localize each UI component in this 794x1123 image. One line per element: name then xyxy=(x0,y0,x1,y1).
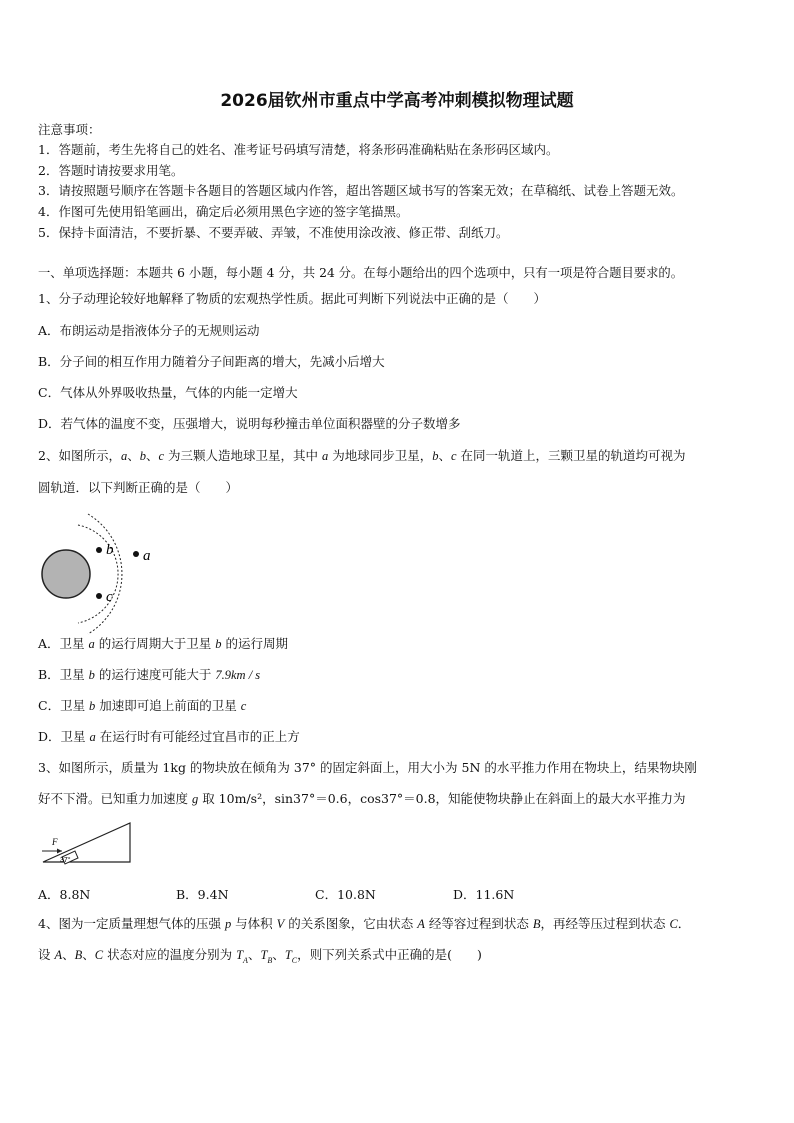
force-label: F xyxy=(52,837,58,847)
page-title: 2026届钦州市重点中学高考冲刺模拟物理试题 xyxy=(220,91,574,111)
satellite-b-dot xyxy=(96,547,102,553)
q1-stem: 1、分子动理论较好地解释了物质的宏观热学性质。据此可判断下列说法中正确的是（ ） xyxy=(38,291,546,306)
incline-figure xyxy=(38,820,138,868)
q3-option-c: C．10.8N xyxy=(315,887,376,902)
notice-item: 4．作图可先使用铅笔画出，确定后必须用黑色字迹的签字笔描黑。 xyxy=(38,204,409,219)
q1-option-b: B．分子间的相互作用力随着分子间距离的增大，先减小后增大 xyxy=(38,354,385,369)
q2-stem-line1: 2、如图所示，a、b、c 为三颗人造地球卫星，其中 a 为地球同步卫星，b、c 在同一轨道上，三颗卫星的轨道均可视为 xyxy=(38,448,686,463)
q2-option-c: C．卫星 b 加速即可追上前面的卫星 c xyxy=(38,698,247,713)
section-heading: 一、单项选择题：本题共 6 小题，每小题 4 分，共 24 分。在每小题给出的四个选项中，只有一项是符合题目要求的。 xyxy=(38,266,683,280)
notice-item: 3．请按照题号顺序在答题卡各题目的答题区域内作答，超出答题区域书写的答案无效；在草稿纸、试卷上答题无效。 xyxy=(38,183,684,198)
satellite-a-dot xyxy=(133,551,139,557)
q1-option-c: C．气体从外界吸收热量，气体的内能一定增大 xyxy=(38,385,298,400)
q1-option-a: A．布朗运动是指液体分子的无规则运动 xyxy=(38,323,260,338)
notice-heading: 注意事项： xyxy=(38,122,101,137)
label-a: a xyxy=(143,548,151,564)
q3-stem-line2: 好不下滑。已知重力加速度 g 取 10m/s²，sin37°＝0.6，cos37°＝0.8，知能使物块静止在斜面上的最大水平推力为 xyxy=(38,791,686,806)
label-c: c xyxy=(106,589,113,605)
earth-circle xyxy=(42,550,90,598)
q4-stem-line2: 设 A、B、C 状态对应的温度分别为 $T_A$、$T_B$、$T_C$，则下列关系式中正确的是( ) xyxy=(38,947,482,965)
q3-option-b: B．9.4N xyxy=(176,887,229,902)
satellite-orbit-figure xyxy=(36,510,166,622)
q3-option-a: A．8.8N xyxy=(38,887,91,902)
label-b: b xyxy=(106,542,114,558)
q3-stem-line1: 3、如图所示，质量为 1kg 的物块放在倾角为 37° 的固定斜面上，用大小为 5N 的水平推力作用在物块上，结果物块刚 xyxy=(38,760,697,775)
q2-option-a: A．卫星 a 的运行周期大于卫星 b 的运行周期 xyxy=(38,636,288,651)
satellite-c-dot xyxy=(96,593,102,599)
q4-stem-line1: 4、图为一定质量理想气体的压强 p 与体积 V 的关系图象，它由状态 A 经等容过程到状态 B，再经等压过程到状态 C． xyxy=(38,916,691,931)
q2-option-d: D．卫星 a 在运行时有可能经过宜昌市的正上方 xyxy=(38,729,300,744)
notice-item: 1．答题前，考生先将自己的姓名、准考证号码填写清楚，将条形码准确粘贴在条形码区域内。 xyxy=(38,142,559,157)
q2-option-b: B．卫星 b 的运行速度可能大于 7.9km / s xyxy=(38,667,261,682)
q3-option-d: D．11.6N xyxy=(453,887,515,902)
q2-stem-line2: 圆轨道．以下判断正确的是（ ） xyxy=(38,480,239,495)
outer-orbit-path xyxy=(88,514,122,634)
q1-option-d: D．若气体的温度不变，压强增大，说明每秒撞击单位面积器壁的分子数增多 xyxy=(38,416,461,431)
angle-label: 37° xyxy=(60,857,71,864)
force-arrow-head xyxy=(57,849,62,854)
notice-item: 5．保持卡面清洁，不要折暴、不要弄破、弄皱，不准使用涂改液、修正带、刮纸刀。 xyxy=(38,225,509,240)
notice-item: 2．答题时请按要求用笔。 xyxy=(38,163,184,178)
